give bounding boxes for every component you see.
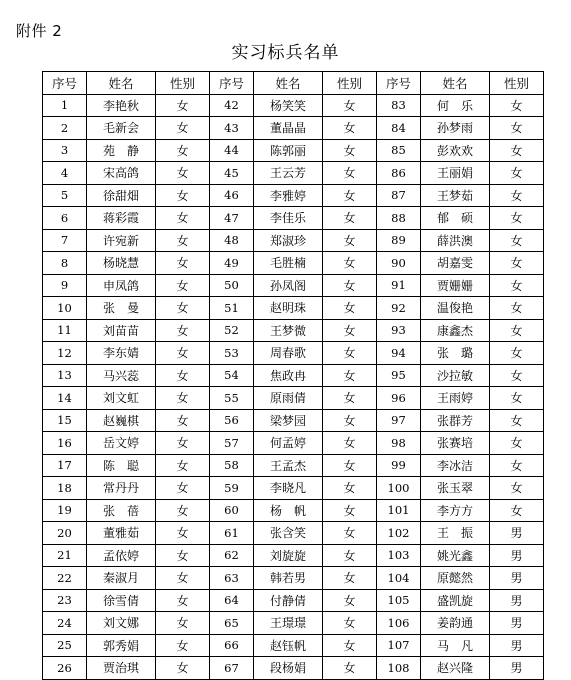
cell-seq: 59: [210, 477, 254, 500]
cell-name: 贾治琪: [87, 657, 156, 680]
table-row: [43, 522, 544, 545]
cell-seq: 21: [43, 544, 87, 567]
cell-seq: 7: [43, 229, 87, 252]
header-seq: 序号: [377, 72, 421, 95]
table-row: [43, 499, 544, 522]
cell-name: 王雨婷: [421, 387, 490, 410]
cell-gender: 女: [323, 342, 377, 365]
cell-name: 张 曼: [87, 297, 156, 320]
cell-gender: 女: [156, 544, 210, 567]
cell-seq: 48: [210, 229, 254, 252]
table-row: [43, 589, 544, 612]
cell-name: 孟依婷: [87, 544, 156, 567]
cell-name: 马兴蕊: [87, 364, 156, 387]
cell-seq: 45: [210, 162, 254, 185]
cell-name: 王璟璟: [254, 612, 323, 635]
cell-seq: 9: [43, 274, 87, 297]
cell-name: 王孟杰: [254, 454, 323, 477]
cell-seq: 94: [377, 342, 421, 365]
cell-name: 张玉翠: [421, 477, 490, 500]
cell-name: 胡嘉雯: [421, 252, 490, 275]
cell-gender: 女: [490, 274, 544, 297]
cell-name: 秦淑月: [87, 567, 156, 590]
cell-seq: 13: [43, 364, 87, 387]
cell-gender: 女: [490, 364, 544, 387]
cell-seq: 63: [210, 567, 254, 590]
cell-seq: 83: [377, 94, 421, 117]
cell-gender: 女: [156, 139, 210, 162]
cell-gender: 女: [156, 94, 210, 117]
cell-gender: 女: [323, 589, 377, 612]
cell-seq: 4: [43, 162, 87, 185]
cell-seq: 107: [377, 634, 421, 657]
cell-name: 张含笑: [254, 522, 323, 545]
attachment-label: 附件 2: [16, 22, 63, 40]
cell-name: 赵钰帆: [254, 634, 323, 657]
cell-name: 刘文虹: [87, 387, 156, 410]
cell-gender: 女: [490, 387, 544, 410]
cell-gender: 女: [156, 567, 210, 590]
cell-seq: 23: [43, 589, 87, 612]
cell-gender: 女: [323, 522, 377, 545]
cell-name: 原懿然: [421, 567, 490, 590]
cell-seq: 18: [43, 477, 87, 500]
table-row: [43, 139, 544, 162]
cell-seq: 44: [210, 139, 254, 162]
cell-seq: 15: [43, 409, 87, 432]
table-row: [43, 612, 544, 635]
cell-name: 陈 聪: [87, 454, 156, 477]
roster-table: [42, 71, 544, 680]
cell-gender: 女: [323, 94, 377, 117]
cell-gender: 女: [156, 454, 210, 477]
document-title: 实习标兵名单: [231, 43, 340, 63]
cell-gender: 女: [323, 454, 377, 477]
cell-name: 韩若男: [254, 567, 323, 590]
cell-gender: 女: [323, 387, 377, 410]
table-row: [43, 364, 544, 387]
cell-gender: 男: [490, 544, 544, 567]
cell-name: 李晓凡: [254, 477, 323, 500]
cell-seq: 103: [377, 544, 421, 567]
cell-gender: 女: [323, 117, 377, 140]
cell-name: 彭欢欢: [421, 139, 490, 162]
cell-seq: 57: [210, 432, 254, 455]
cell-seq: 60: [210, 499, 254, 522]
header-seq: 序号: [210, 72, 254, 95]
cell-gender: 女: [156, 342, 210, 365]
table-row: [43, 274, 544, 297]
cell-seq: 104: [377, 567, 421, 590]
cell-seq: 46: [210, 184, 254, 207]
cell-gender: 女: [156, 297, 210, 320]
cell-gender: 女: [323, 207, 377, 230]
cell-name: 张 璐: [421, 342, 490, 365]
table-row: [43, 94, 544, 117]
cell-gender: 女: [323, 544, 377, 567]
table-row: [43, 319, 544, 342]
cell-seq: 85: [377, 139, 421, 162]
cell-name: 王梦茹: [421, 184, 490, 207]
table-row: [43, 454, 544, 477]
cell-gender: 女: [323, 612, 377, 635]
table-row: [43, 297, 544, 320]
cell-name: 岳文婷: [87, 432, 156, 455]
table-row: [43, 207, 544, 230]
cell-name: 姚光鑫: [421, 544, 490, 567]
cell-seq: 16: [43, 432, 87, 455]
cell-name: 杨晓慧: [87, 252, 156, 275]
cell-gender: 女: [490, 229, 544, 252]
cell-name: 毛胜楠: [254, 252, 323, 275]
cell-name: 李雅婷: [254, 184, 323, 207]
cell-name: 许宛新: [87, 229, 156, 252]
cell-gender: 女: [156, 207, 210, 230]
cell-gender: 女: [156, 589, 210, 612]
cell-gender: 女: [156, 522, 210, 545]
cell-name: 周春歌: [254, 342, 323, 365]
cell-name: 段杨娟: [254, 657, 323, 680]
cell-gender: 男: [490, 634, 544, 657]
cell-seq: 66: [210, 634, 254, 657]
cell-gender: 女: [156, 184, 210, 207]
cell-gender: 男: [490, 522, 544, 545]
cell-gender: 女: [490, 432, 544, 455]
cell-gender: 女: [323, 229, 377, 252]
cell-gender: 女: [323, 139, 377, 162]
cell-name: 原雨倩: [254, 387, 323, 410]
cell-gender: 女: [323, 499, 377, 522]
cell-name: 马 凡: [421, 634, 490, 657]
cell-gender: 女: [156, 657, 210, 680]
cell-gender: 男: [490, 589, 544, 612]
cell-name: 蒋彩霞: [87, 207, 156, 230]
cell-name: 孙凤阁: [254, 274, 323, 297]
cell-name: 徐雪倩: [87, 589, 156, 612]
cell-seq: 52: [210, 319, 254, 342]
cell-seq: 86: [377, 162, 421, 185]
cell-seq: 88: [377, 207, 421, 230]
cell-name: 温俊艳: [421, 297, 490, 320]
cell-name: 何 乐: [421, 94, 490, 117]
table-row: [43, 229, 544, 252]
cell-name: 张赛培: [421, 432, 490, 455]
cell-gender: 男: [490, 657, 544, 680]
table-row: [43, 162, 544, 185]
cell-name: 杨笑笑: [254, 94, 323, 117]
cell-gender: 男: [490, 612, 544, 635]
cell-seq: 20: [43, 522, 87, 545]
cell-seq: 101: [377, 499, 421, 522]
cell-seq: 92: [377, 297, 421, 320]
cell-gender: 女: [323, 162, 377, 185]
cell-gender: 女: [156, 229, 210, 252]
cell-gender: 女: [323, 364, 377, 387]
cell-seq: 1: [43, 94, 87, 117]
cell-name: 张群芳: [421, 409, 490, 432]
cell-gender: 女: [490, 319, 544, 342]
header-seq: 序号: [43, 72, 87, 95]
cell-seq: 50: [210, 274, 254, 297]
cell-seq: 26: [43, 657, 87, 680]
cell-name: 宋高鸽: [87, 162, 156, 185]
cell-gender: 女: [156, 319, 210, 342]
cell-name: 刘苗苗: [87, 319, 156, 342]
table-row: [43, 387, 544, 410]
cell-name: 李方方: [421, 499, 490, 522]
cell-seq: 17: [43, 454, 87, 477]
cell-gender: 女: [490, 409, 544, 432]
cell-seq: 105: [377, 589, 421, 612]
cell-gender: 女: [490, 252, 544, 275]
cell-gender: 女: [156, 409, 210, 432]
cell-seq: 98: [377, 432, 421, 455]
table-row: [43, 634, 544, 657]
table-row: [43, 567, 544, 590]
cell-seq: 5: [43, 184, 87, 207]
cell-gender: 女: [156, 364, 210, 387]
cell-name: 李东婧: [87, 342, 156, 365]
cell-gender: 女: [156, 387, 210, 410]
cell-name: 王丽娟: [421, 162, 490, 185]
cell-name: 盛凯旋: [421, 589, 490, 612]
cell-gender: 女: [323, 319, 377, 342]
cell-seq: 10: [43, 297, 87, 320]
table-header-row: [43, 72, 544, 95]
cell-gender: 女: [156, 274, 210, 297]
table-row: [43, 544, 544, 567]
cell-name: 焦政冉: [254, 364, 323, 387]
cell-gender: 女: [156, 252, 210, 275]
cell-name: 李艳秋: [87, 94, 156, 117]
cell-seq: 89: [377, 229, 421, 252]
cell-gender: 女: [490, 94, 544, 117]
cell-seq: 61: [210, 522, 254, 545]
cell-seq: 6: [43, 207, 87, 230]
cell-seq: 102: [377, 522, 421, 545]
cell-gender: 女: [156, 432, 210, 455]
cell-seq: 49: [210, 252, 254, 275]
cell-seq: 24: [43, 612, 87, 635]
cell-seq: 64: [210, 589, 254, 612]
cell-gender: 女: [323, 274, 377, 297]
cell-gender: 女: [490, 162, 544, 185]
header-gender: 性别: [156, 72, 210, 95]
cell-name: 张 蓓: [87, 499, 156, 522]
cell-gender: 女: [156, 477, 210, 500]
cell-gender: 女: [323, 409, 377, 432]
cell-name: 梁梦园: [254, 409, 323, 432]
table-row: [43, 477, 544, 500]
cell-name: 董雅茹: [87, 522, 156, 545]
cell-seq: 12: [43, 342, 87, 365]
cell-name: 郁 硕: [421, 207, 490, 230]
cell-name: 康鑫杰: [421, 319, 490, 342]
cell-seq: 65: [210, 612, 254, 635]
header-gender: 性别: [323, 72, 377, 95]
cell-seq: 19: [43, 499, 87, 522]
cell-seq: 67: [210, 657, 254, 680]
cell-name: 李佳乐: [254, 207, 323, 230]
cell-seq: 22: [43, 567, 87, 590]
cell-seq: 106: [377, 612, 421, 635]
cell-name: 赵明珠: [254, 297, 323, 320]
cell-name: 刘文娜: [87, 612, 156, 635]
cell-name: 郭秀娟: [87, 634, 156, 657]
cell-seq: 99: [377, 454, 421, 477]
table-row: [43, 432, 544, 455]
cell-name: 贾姗姗: [421, 274, 490, 297]
cell-name: 徐甜畑: [87, 184, 156, 207]
cell-gender: 女: [323, 432, 377, 455]
cell-name: 何孟婷: [254, 432, 323, 455]
header-gender: 性别: [490, 72, 544, 95]
cell-gender: 女: [156, 634, 210, 657]
cell-gender: 女: [490, 477, 544, 500]
cell-seq: 53: [210, 342, 254, 365]
cell-gender: 女: [323, 567, 377, 590]
cell-seq: 47: [210, 207, 254, 230]
cell-name: 申凤鸽: [87, 274, 156, 297]
cell-seq: 2: [43, 117, 87, 140]
cell-name: 杨 帆: [254, 499, 323, 522]
cell-seq: 91: [377, 274, 421, 297]
cell-name: 赵巍棋: [87, 409, 156, 432]
cell-gender: 女: [323, 252, 377, 275]
cell-gender: 女: [323, 657, 377, 680]
cell-gender: 女: [490, 117, 544, 140]
cell-name: 郑淑珍: [254, 229, 323, 252]
cell-gender: 女: [490, 499, 544, 522]
table-row: [43, 252, 544, 275]
table-row: [43, 184, 544, 207]
cell-seq: 108: [377, 657, 421, 680]
cell-gender: 女: [490, 184, 544, 207]
cell-seq: 90: [377, 252, 421, 275]
cell-name: 孙梦雨: [421, 117, 490, 140]
cell-name: 刘旋旋: [254, 544, 323, 567]
cell-seq: 25: [43, 634, 87, 657]
cell-seq: 42: [210, 94, 254, 117]
cell-gender: 女: [490, 454, 544, 477]
table-row: [43, 409, 544, 432]
cell-name: 毛新会: [87, 117, 156, 140]
cell-seq: 8: [43, 252, 87, 275]
cell-seq: 87: [377, 184, 421, 207]
cell-seq: 96: [377, 387, 421, 410]
cell-name: 苑 静: [87, 139, 156, 162]
cell-seq: 58: [210, 454, 254, 477]
cell-seq: 97: [377, 409, 421, 432]
cell-name: 沙拉敏: [421, 364, 490, 387]
header-name: 姓名: [421, 72, 490, 95]
cell-gender: 女: [323, 634, 377, 657]
cell-name: 赵兴隆: [421, 657, 490, 680]
cell-gender: 女: [156, 162, 210, 185]
cell-seq: 55: [210, 387, 254, 410]
cell-name: 常丹丹: [87, 477, 156, 500]
cell-gender: 女: [490, 342, 544, 365]
cell-name: 姜韵通: [421, 612, 490, 635]
cell-seq: 62: [210, 544, 254, 567]
cell-seq: 54: [210, 364, 254, 387]
cell-name: 王 振: [421, 522, 490, 545]
cell-seq: 3: [43, 139, 87, 162]
header-name: 姓名: [87, 72, 156, 95]
table-row: [43, 342, 544, 365]
cell-gender: 女: [490, 207, 544, 230]
cell-name: 王梦微: [254, 319, 323, 342]
cell-gender: 男: [490, 567, 544, 590]
cell-seq: 100: [377, 477, 421, 500]
cell-seq: 56: [210, 409, 254, 432]
cell-gender: 女: [323, 477, 377, 500]
cell-name: 李冰洁: [421, 454, 490, 477]
cell-gender: 女: [323, 184, 377, 207]
cell-seq: 11: [43, 319, 87, 342]
cell-seq: 14: [43, 387, 87, 410]
cell-name: 王云芳: [254, 162, 323, 185]
cell-name: 薛洪澳: [421, 229, 490, 252]
cell-seq: 95: [377, 364, 421, 387]
header-name: 姓名: [254, 72, 323, 95]
cell-name: 陈郭丽: [254, 139, 323, 162]
cell-gender: 女: [156, 612, 210, 635]
table-row: [43, 117, 544, 140]
cell-gender: 女: [490, 297, 544, 320]
cell-name: 董晶晶: [254, 117, 323, 140]
cell-seq: 51: [210, 297, 254, 320]
cell-gender: 女: [156, 499, 210, 522]
cell-name: 付静倩: [254, 589, 323, 612]
cell-seq: 43: [210, 117, 254, 140]
cell-gender: 女: [323, 297, 377, 320]
cell-seq: 93: [377, 319, 421, 342]
cell-seq: 84: [377, 117, 421, 140]
cell-gender: 女: [156, 117, 210, 140]
cell-gender: 女: [490, 139, 544, 162]
